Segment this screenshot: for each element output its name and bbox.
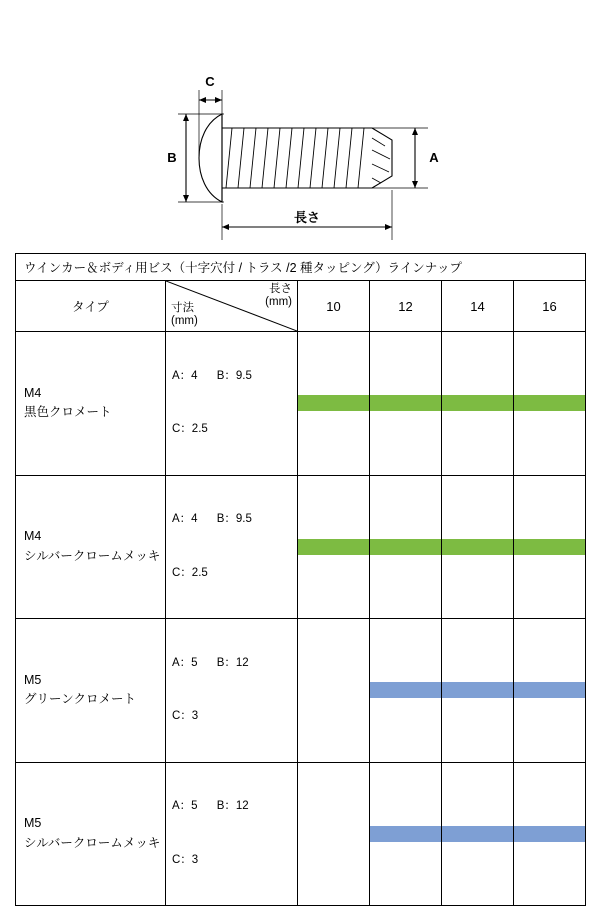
mark-2-16 xyxy=(514,619,586,763)
row-dim-0 xyxy=(166,332,298,476)
header-size-label xyxy=(171,302,198,328)
row-type-2 xyxy=(16,619,166,763)
row-dim-1-line1: A：4 B：9.5 xyxy=(172,513,252,526)
table-title: ウインカー＆ボディ用ビス（十字穴付 / トラス /2 種タッピング）ラインナップ xyxy=(16,254,586,281)
mark-0-10 xyxy=(298,332,370,476)
mark-2-12 xyxy=(370,619,442,763)
availability-bar xyxy=(442,539,513,555)
mark-3-14 xyxy=(442,762,514,906)
row-dim-3-line2: C：3 xyxy=(172,853,199,866)
row-type-1 xyxy=(16,475,166,619)
table-row xyxy=(16,762,586,906)
header-length-10: 10 xyxy=(298,281,370,332)
header-type: タイプ xyxy=(16,281,166,332)
availability-bar xyxy=(514,395,585,411)
row-dim-1-line2: C：2.5 xyxy=(172,566,208,579)
table-row xyxy=(16,475,586,619)
mark-1-12 xyxy=(370,475,442,619)
header-size-line2: (mm) xyxy=(171,314,198,327)
mark-3-10 xyxy=(298,762,370,906)
row-type-2-line1: M5 xyxy=(24,672,42,687)
table-row xyxy=(16,332,586,476)
row-type-1-line2: シルバークロームメッキ xyxy=(24,548,161,563)
row-type-0-line2: 黒色クロメート xyxy=(24,405,112,420)
availability-bar xyxy=(298,826,369,842)
table-header-row xyxy=(16,281,586,332)
header-length-line2: (mm) xyxy=(265,296,292,309)
availability-bar xyxy=(370,826,441,842)
availability-bar xyxy=(298,539,369,555)
header-size-length-split xyxy=(166,281,298,332)
dimension-label-a: A xyxy=(429,150,439,165)
row-dim-0-line1: A：4 B：9.5 xyxy=(172,369,252,382)
availability-bar xyxy=(370,682,441,698)
row-type-1-line1: M4 xyxy=(24,529,42,544)
mark-1-10 xyxy=(298,475,370,619)
mark-0-12 xyxy=(370,332,442,476)
row-dim-1 xyxy=(166,475,298,619)
availability-bar xyxy=(442,395,513,411)
header-length-line1: 長さ xyxy=(269,283,292,295)
row-dim-3 xyxy=(166,762,298,906)
header-length-14: 14 xyxy=(442,281,514,332)
screw-dimension-diagram xyxy=(0,60,600,240)
row-dim-0-line2: C：2.5 xyxy=(172,423,208,436)
row-dim-3-line1: A：5 B：12 xyxy=(172,800,249,813)
row-type-0-line1: M4 xyxy=(24,385,42,400)
row-type-2-line2: グリーンクロメート xyxy=(24,692,137,707)
row-dim-2-line2: C：3 xyxy=(172,710,199,723)
availability-bar xyxy=(514,539,585,555)
lineup-table xyxy=(15,253,586,906)
row-type-3-line2: シルバークロームメッキ xyxy=(24,835,161,850)
lineup-table-container xyxy=(15,253,585,906)
row-type-3 xyxy=(16,762,166,906)
availability-bar xyxy=(442,682,513,698)
availability-bar xyxy=(298,682,369,698)
dimension-label-b: B xyxy=(167,150,177,165)
dimension-label-c: C xyxy=(205,74,215,89)
mark-2-10 xyxy=(298,619,370,763)
availability-bar xyxy=(514,682,585,698)
availability-bar xyxy=(370,395,441,411)
row-dim-2 xyxy=(166,619,298,763)
availability-bar xyxy=(298,395,369,411)
availability-bar xyxy=(442,826,513,842)
availability-bar xyxy=(370,539,441,555)
availability-bar xyxy=(514,826,585,842)
mark-1-16 xyxy=(514,475,586,619)
row-type-3-line1: M5 xyxy=(24,816,42,831)
mark-1-14 xyxy=(442,475,514,619)
mark-0-14 xyxy=(442,332,514,476)
table-row xyxy=(16,619,586,763)
dimension-label-length: 長さ xyxy=(293,210,321,225)
mark-2-14 xyxy=(442,619,514,763)
row-type-0 xyxy=(16,332,166,476)
header-size-line1: 寸法 xyxy=(171,301,194,314)
header-length-label xyxy=(265,283,292,309)
row-dim-2-line1: A：5 B：12 xyxy=(172,656,249,669)
mark-3-12 xyxy=(370,762,442,906)
table-title-row xyxy=(16,254,586,281)
mark-3-16 xyxy=(514,762,586,906)
header-length-16: 16 xyxy=(514,281,586,332)
mark-0-16 xyxy=(514,332,586,476)
header-length-12: 12 xyxy=(370,281,442,332)
